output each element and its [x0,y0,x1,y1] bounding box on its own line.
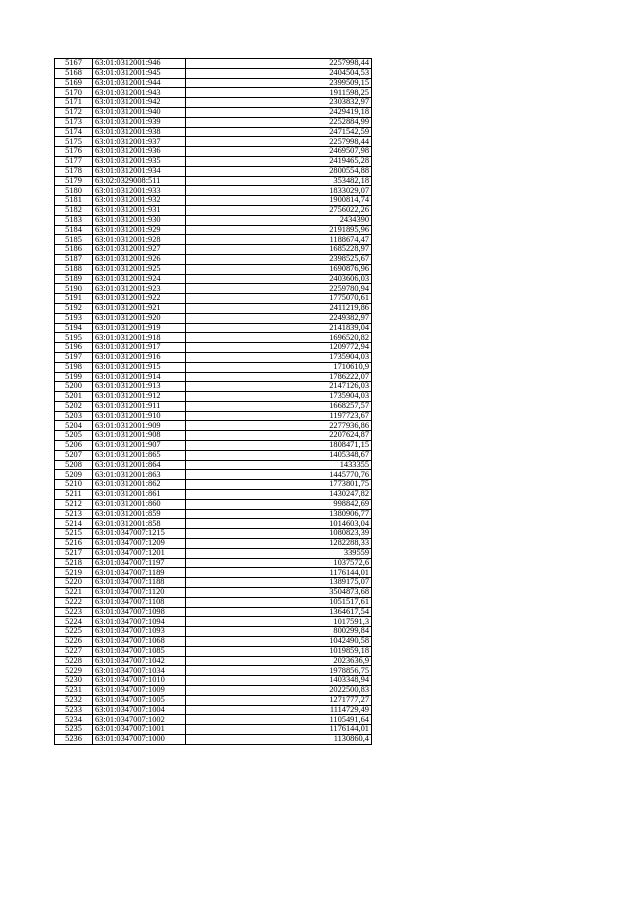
value-cell: 1833029,07 [186,186,372,196]
cadastral-number-cell: 63:01:0312001:910 [93,411,186,421]
value-cell: 2191895,96 [186,225,372,235]
value-cell: 2257998,44 [186,59,372,69]
table-row [55,68,372,78]
row-number-cell: 5197 [55,352,93,362]
table-row [55,176,372,186]
table-row [55,401,372,411]
cadastral-number-cell: 63:01:0347007:1068 [93,637,186,647]
value-cell: 1080823,39 [186,529,372,539]
row-number-cell: 5222 [55,597,93,607]
value-cell: 1690876,96 [186,264,372,274]
value-cell: 2207624,87 [186,431,372,441]
row-number-cell: 5178 [55,166,93,176]
row-number-cell: 5189 [55,274,93,284]
cadastral-number-cell: 63:01:0312001:923 [93,284,186,294]
row-number-cell: 5169 [55,78,93,88]
table-row [55,646,372,656]
row-number-cell: 5194 [55,323,93,333]
value-cell: 3504873,68 [186,588,372,598]
table-row [55,519,372,529]
cadastral-number-cell: 63:01:0312001:917 [93,343,186,353]
table-row [55,529,372,539]
row-number-cell: 5204 [55,421,93,431]
value-cell: 1900814,74 [186,196,372,206]
value-cell: 1668257,57 [186,401,372,411]
row-number-cell: 5193 [55,313,93,323]
table-row [55,450,372,460]
row-number-cell: 5191 [55,294,93,304]
cadastral-number-cell: 63:01:0347007:1188 [93,578,186,588]
value-cell: 1364617,54 [186,607,372,617]
row-number-cell: 5225 [55,627,93,637]
cadastral-number-cell: 63:01:0347007:1098 [93,607,186,617]
row-number-cell: 5199 [55,372,93,382]
value-cell: 1130860,4 [186,734,372,744]
table-row [55,431,372,441]
table-row [55,695,372,705]
cadastral-number-cell: 63:01:0312001:860 [93,499,186,509]
value-cell: 998842,69 [186,499,372,509]
row-number-cell: 5210 [55,480,93,490]
value-cell: 1051517,61 [186,597,372,607]
table-row [55,578,372,588]
table-row [55,303,372,313]
cadastral-number-cell: 63:01:0347007:1009 [93,686,186,696]
row-number-cell: 5219 [55,568,93,578]
value-cell: 1042490,58 [186,637,372,647]
row-number-cell: 5215 [55,529,93,539]
value-cell: 2249382,97 [186,313,372,323]
row-number-cell: 5187 [55,254,93,264]
value-cell: 1271777,27 [186,695,372,705]
row-number-cell: 5218 [55,558,93,568]
value-cell: 2434390 [186,215,372,225]
table-row [55,392,372,402]
value-cell: 2469507,98 [186,147,372,157]
row-number-cell: 5173 [55,117,93,127]
table-row [55,441,372,451]
value-cell: 2147126,03 [186,382,372,392]
value-cell: 2800554,88 [186,166,372,176]
row-number-cell: 5196 [55,343,93,353]
table-row [55,411,372,421]
value-cell: 2411219,86 [186,303,372,313]
cadastral-number-cell: 63:01:0312001:938 [93,127,186,137]
value-cell: 2259780,94 [186,284,372,294]
value-cell: 1282288,33 [186,539,372,549]
table-row [55,245,372,255]
cadastral-number-cell: 63:01:0312001:927 [93,245,186,255]
cadastral-number-cell: 63:01:0347007:1093 [93,627,186,637]
cadastral-number-cell: 63:01:0312001:864 [93,460,186,470]
row-number-cell: 5170 [55,88,93,98]
value-cell: 1176144,01 [186,725,372,735]
cadastral-number-cell: 63:01:0312001:915 [93,362,186,372]
table-row [55,362,372,372]
value-cell: 1197723,67 [186,411,372,421]
value-cell: 2023636,9 [186,656,372,666]
value-cell: 2257998,44 [186,137,372,147]
row-number-cell: 5213 [55,509,93,519]
cadastral-number-cell: 63:01:0347007:1085 [93,646,186,656]
cadastral-number-cell: 63:01:0312001:858 [93,519,186,529]
row-number-cell: 5231 [55,686,93,696]
row-number-cell: 5216 [55,539,93,549]
value-cell: 2398525,67 [186,254,372,264]
cadastral-number-cell: 63:01:0312001:943 [93,88,186,98]
table-row [55,323,372,333]
table-row [55,607,372,617]
cadastral-number-cell: 63:01:0312001:930 [93,215,186,225]
table-row [55,676,372,686]
cadastral-number-cell: 63:01:0312001:912 [93,392,186,402]
table-row [55,597,372,607]
table-row [55,235,372,245]
row-number-cell: 5195 [55,333,93,343]
cadastral-number-cell: 63:01:0312001:913 [93,382,186,392]
value-cell: 1911598,25 [186,88,372,98]
row-number-cell: 5236 [55,734,93,744]
table-row [55,186,372,196]
value-cell: 2404504,53 [186,68,372,78]
row-number-cell: 5214 [55,519,93,529]
table-row [55,117,372,127]
row-number-cell: 5186 [55,245,93,255]
table-row [55,254,372,264]
table-body [55,59,372,745]
value-cell: 2277936,86 [186,421,372,431]
row-number-cell: 5174 [55,127,93,137]
table-row [55,107,372,117]
table-row [55,284,372,294]
value-cell: 1114729,49 [186,705,372,715]
cadastral-number-cell: 63:01:0347007:1005 [93,695,186,705]
cadastral-number-cell: 63:01:0312001:944 [93,78,186,88]
table-row [55,313,372,323]
table-row [55,333,372,343]
table-row [55,127,372,137]
cadastral-number-cell: 63:01:0312001:925 [93,264,186,274]
cadastral-number-cell: 63:01:0347007:1094 [93,617,186,627]
row-number-cell: 5183 [55,215,93,225]
table-row [55,196,372,206]
value-cell: 1209772,94 [186,343,372,353]
cadastral-number-cell: 63:01:0312001:914 [93,372,186,382]
value-cell: 2756022,26 [186,205,372,215]
row-number-cell: 5217 [55,548,93,558]
table-row [55,156,372,166]
cadastral-number-cell: 63:01:0347007:1120 [93,588,186,598]
value-cell: 800299,84 [186,627,372,637]
table-row [55,205,372,215]
table-row [55,558,372,568]
value-cell: 1735904,03 [186,392,372,402]
table-row [55,470,372,480]
cadastral-number-cell: 63:01:0312001:862 [93,480,186,490]
row-number-cell: 5235 [55,725,93,735]
cadastral-number-cell: 63:01:0312001:934 [93,166,186,176]
value-cell: 1696520,82 [186,333,372,343]
table-row [55,637,372,647]
table-row [55,568,372,578]
cadastral-number-cell: 63:02:0329008:511 [93,176,186,186]
cadastral-number-cell: 63:01:0312001:920 [93,313,186,323]
row-number-cell: 5198 [55,362,93,372]
row-number-cell: 5228 [55,656,93,666]
cadastral-number-cell: 63:01:0312001:907 [93,441,186,451]
table-row [55,352,372,362]
value-cell: 1685228,97 [186,245,372,255]
row-number-cell: 5200 [55,382,93,392]
cadastral-number-cell: 63:01:0312001:929 [93,225,186,235]
cadastral-number-cell: 63:01:0347007:1189 [93,568,186,578]
value-cell: 2252884,99 [186,117,372,127]
cadastral-number-cell: 63:01:0312001:945 [93,68,186,78]
row-number-cell: 5180 [55,186,93,196]
value-cell: 2429419,18 [186,107,372,117]
value-cell: 1017591,3 [186,617,372,627]
value-cell: 2141839,04 [186,323,372,333]
value-cell: 1380906,77 [186,509,372,519]
row-number-cell: 5202 [55,401,93,411]
value-cell: 1105491,64 [186,715,372,725]
cadastral-number-cell: 63:01:0312001:940 [93,107,186,117]
cadastral-number-cell: 63:01:0312001:865 [93,450,186,460]
cadastral-number-cell: 63:01:0347007:1004 [93,705,186,715]
table-row [55,715,372,725]
row-number-cell: 5223 [55,607,93,617]
value-cell: 1433355 [186,460,372,470]
cadastral-number-cell: 63:01:0347007:1001 [93,725,186,735]
row-number-cell: 5232 [55,695,93,705]
row-number-cell: 5185 [55,235,93,245]
table-row [55,734,372,744]
row-number-cell: 5171 [55,98,93,108]
value-cell: 1403348,94 [186,676,372,686]
cadastral-number-cell: 63:01:0312001:926 [93,254,186,264]
table-row [55,725,372,735]
data-table [54,58,372,745]
cadastral-number-cell: 63:01:0347007:1209 [93,539,186,549]
cadastral-number-cell: 63:01:0312001:946 [93,59,186,69]
row-number-cell: 5221 [55,588,93,598]
cadastral-number-cell: 63:01:0312001:863 [93,470,186,480]
row-number-cell: 5175 [55,137,93,147]
cadastral-number-cell: 63:01:0312001:922 [93,294,186,304]
value-cell: 339559 [186,548,372,558]
value-cell: 1188674,47 [186,235,372,245]
row-number-cell: 5188 [55,264,93,274]
table-row [55,147,372,157]
row-number-cell: 5220 [55,578,93,588]
row-number-cell: 5181 [55,196,93,206]
row-number-cell: 5234 [55,715,93,725]
row-number-cell: 5201 [55,392,93,402]
cadastral-number-cell: 63:01:0312001:924 [93,274,186,284]
cadastral-number-cell: 63:01:0312001:931 [93,205,186,215]
table-row [55,421,372,431]
cadastral-number-cell: 63:01:0312001:942 [93,98,186,108]
row-number-cell: 5179 [55,176,93,186]
value-cell: 1405348,67 [186,450,372,460]
cadastral-number-cell: 63:01:0312001:919 [93,323,186,333]
cadastral-number-cell: 63:01:0312001:933 [93,186,186,196]
cadastral-number-cell: 63:01:0312001:937 [93,137,186,147]
row-number-cell: 5168 [55,68,93,78]
cadastral-number-cell: 63:01:0312001:911 [93,401,186,411]
row-number-cell: 5172 [55,107,93,117]
table-row [55,460,372,470]
table-row [55,686,372,696]
value-cell: 2022500,83 [186,686,372,696]
value-cell: 1808471,15 [186,441,372,451]
row-number-cell: 5184 [55,225,93,235]
cadastral-number-cell: 63:01:0312001:908 [93,431,186,441]
row-number-cell: 5205 [55,431,93,441]
table-row [55,78,372,88]
row-number-cell: 5176 [55,147,93,157]
row-number-cell: 5207 [55,450,93,460]
cadastral-number-cell: 63:01:0312001:939 [93,117,186,127]
row-number-cell: 5224 [55,617,93,627]
cadastral-number-cell: 63:01:0312001:935 [93,156,186,166]
cadastral-number-cell: 63:01:0312001:932 [93,196,186,206]
table-row [55,264,372,274]
cadastral-number-cell: 63:01:0312001:859 [93,509,186,519]
cadastral-number-cell: 63:01:0347007:1042 [93,656,186,666]
value-cell: 2419465,28 [186,156,372,166]
table-row [55,88,372,98]
cadastral-number-cell: 63:01:0347007:1108 [93,597,186,607]
row-number-cell: 5192 [55,303,93,313]
table-row [55,225,372,235]
value-cell: 1773801,75 [186,480,372,490]
table-row [55,98,372,108]
row-number-cell: 5167 [55,59,93,69]
row-number-cell: 5203 [55,411,93,421]
row-number-cell: 5206 [55,441,93,451]
table-row [55,627,372,637]
value-cell: 1775070,61 [186,294,372,304]
cadastral-number-cell: 63:01:0347007:1000 [93,734,186,744]
table-row [55,490,372,500]
table-row [55,137,372,147]
cadastral-number-cell: 63:01:0312001:921 [93,303,186,313]
cadastral-number-cell: 63:01:0312001:936 [93,147,186,157]
table-row [55,617,372,627]
table-row [55,499,372,509]
value-cell: 1176144,01 [186,568,372,578]
row-number-cell: 5227 [55,646,93,656]
cadastral-number-cell: 63:01:0347007:1034 [93,666,186,676]
value-cell: 1389175,07 [186,578,372,588]
table-row [55,274,372,284]
row-number-cell: 5182 [55,205,93,215]
table-row [55,343,372,353]
value-cell: 1430247,82 [186,490,372,500]
value-cell: 2303832,97 [186,98,372,108]
cadastral-number-cell: 63:01:0347007:1215 [93,529,186,539]
row-number-cell: 5190 [55,284,93,294]
table-row [55,588,372,598]
value-cell: 353482,18 [186,176,372,186]
row-number-cell: 5209 [55,470,93,480]
value-cell: 1014603,04 [186,519,372,529]
table-row [55,666,372,676]
value-cell: 1445770,76 [186,470,372,480]
table-row [55,166,372,176]
table-row [55,59,372,69]
cadastral-number-cell: 63:01:0312001:861 [93,490,186,500]
value-cell: 2403606,03 [186,274,372,284]
table-row [55,548,372,558]
cadastral-number-cell: 63:01:0347007:1197 [93,558,186,568]
cadastral-number-cell: 63:01:0347007:1002 [93,715,186,725]
table-row [55,382,372,392]
table-row [55,480,372,490]
table-row [55,656,372,666]
row-number-cell: 5229 [55,666,93,676]
table-row [55,705,372,715]
row-number-cell: 5230 [55,676,93,686]
table-row [55,215,372,225]
row-number-cell: 5212 [55,499,93,509]
cadastral-number-cell: 63:01:0347007:1010 [93,676,186,686]
value-cell: 1710610,9 [186,362,372,372]
table-row [55,294,372,304]
value-cell: 1735904,03 [186,352,372,362]
row-number-cell: 5233 [55,705,93,715]
value-cell: 2471542,59 [186,127,372,137]
table-row [55,509,372,519]
value-cell: 1019859,18 [186,646,372,656]
table-row [55,539,372,549]
row-number-cell: 5177 [55,156,93,166]
row-number-cell: 5211 [55,490,93,500]
cadastral-number-cell: 63:01:0312001:909 [93,421,186,431]
value-cell: 1037572,6 [186,558,372,568]
table-row [55,372,372,382]
row-number-cell: 5208 [55,460,93,470]
cadastral-number-cell: 63:01:0312001:916 [93,352,186,362]
value-cell: 1978856,75 [186,666,372,676]
cadastral-number-cell: 63:01:0312001:918 [93,333,186,343]
cadastral-number-cell: 63:01:0347007:1201 [93,548,186,558]
value-cell: 1786222,07 [186,372,372,382]
row-number-cell: 5226 [55,637,93,647]
cadastral-number-cell: 63:01:0312001:928 [93,235,186,245]
value-cell: 2399509,15 [186,78,372,88]
